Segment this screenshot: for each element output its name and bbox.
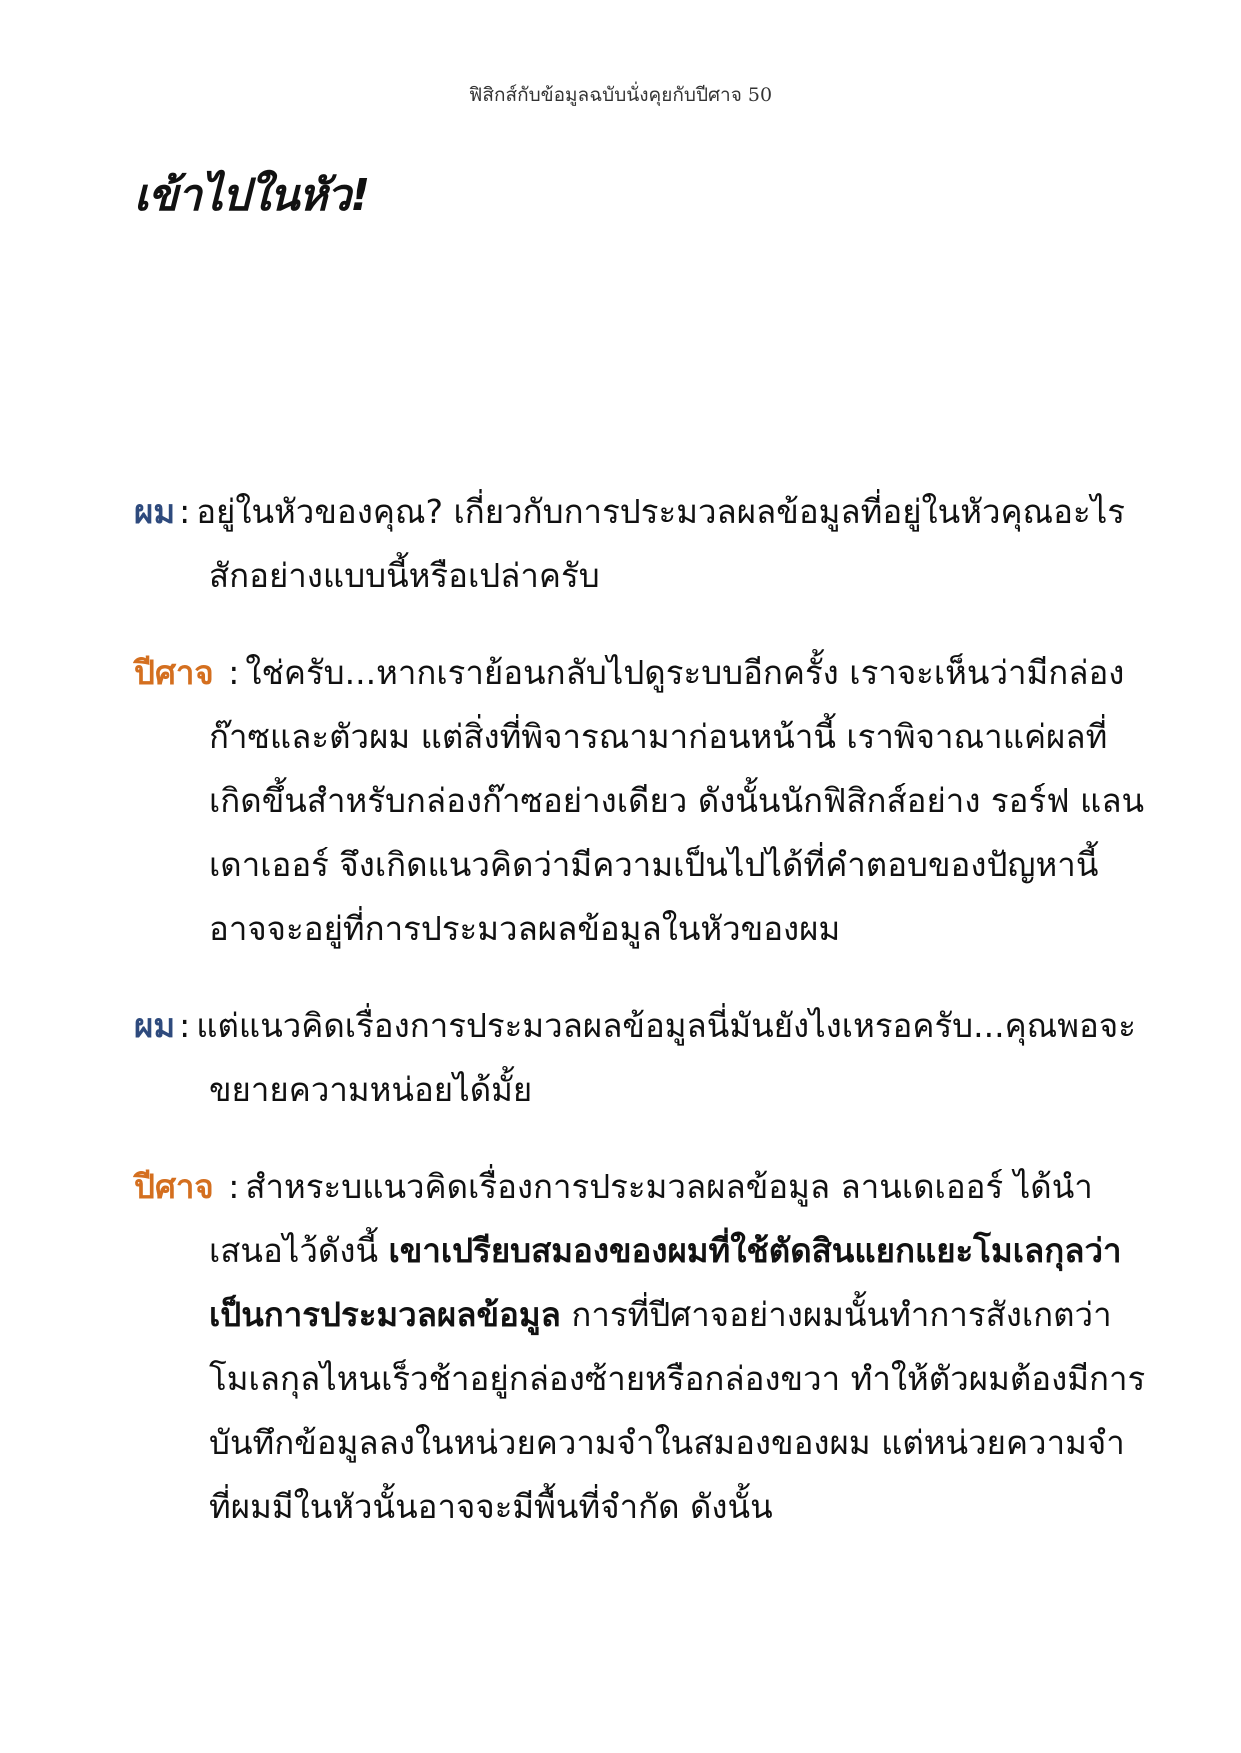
dialogue-turn-2 xyxy=(134,641,1146,961)
dialogue-text: ใช่ครับ...หากเราย้อนกลับไปดูระบบอีกครั้ง เราจะเห็นว่ามีกล่องก๊าซและตัวผม แต่สิ่งที่พิจารณามาก่อนหน้านี้ เราพิจาณาแค่ผลที่เกิดขึ้นสำหรับกล่องก๊าซอย่างเดียว ดังนั้นนักฟิสิกส์อย่าง รอร์ฟ แลนเดาเออร์ จึงเกิดแนวคิดว่ามีความเป็นไปได้ที่คำตอบของปัญหานี้อาจจะอยู่ที่การประมวลผลข้อมูลในหัวของผม xyxy=(209,653,1145,948)
speaker-colon: : xyxy=(179,1006,191,1045)
dialogue-text: การที่ปีศาจอย่างผมนั้นทำการสังเกตว่าโมเลกุลไหนเร็วช้าอยู่กล่องซ้ายหรือกล่องขวา ทำให้ตัวผมต้องมีการบันทึกข้อมูลลงในหน่วยความจำในสมองของผม แต่หน่วยความจำที่ผมมีในหัวนั้นอาจจะมีพื้นที่จำกัด ดังนั้น xyxy=(209,1295,1146,1526)
chapter-title: เข้าไปในหัว! xyxy=(134,170,370,221)
speaker-label-ghost: ปีศาจ xyxy=(134,1167,214,1206)
speaker-label-ghost: ปีศาจ xyxy=(134,653,214,692)
speaker-colon: : xyxy=(217,653,240,692)
dialogue-turn-4 xyxy=(134,1155,1146,1539)
speaker-colon: : xyxy=(179,492,191,531)
dialogue-text: แต่แนวคิดเรื่องการประมวลผลข้อมูลนี่มันยังไงเหรอครับ...คุณพอจะขยายความหน่อยได้มั้ย xyxy=(196,1006,1136,1109)
dialogue-body xyxy=(134,480,1146,1560)
running-header: ฟิสิกส์กับข้อมูลฉบับนั่งคุยกับปีศาจ 50 xyxy=(468,84,773,106)
dialogue-text: สำหระบแนวคิดเรื่องการประมวลผลข้อมูล ลานเดเออร์ ได้นำเสนอไว้ดังนี้ xyxy=(209,1167,1093,1270)
speaker-label-me: ผม xyxy=(134,1006,176,1045)
speaker-label-me: ผม xyxy=(134,492,176,531)
dialogue-emphasis: เขาเปรียบสมองของผมที่ใช้ตัดสินแยกแยะโมเลกุลว่าเป็นการประมวลผลข้อมูล xyxy=(209,1231,1122,1334)
speaker-colon: : xyxy=(217,1167,240,1206)
dialogue-text: อยู่ในหัวของคุณ? เกี่ยวกับการประมวลผลข้อมูลที่อยู่ในหัวคุณอะไรสักอย่างแบบนี้หรือเปล่าครับ xyxy=(196,492,1126,595)
dialogue-turn-1 xyxy=(134,480,1146,608)
dialogue-turn-3 xyxy=(134,994,1146,1122)
